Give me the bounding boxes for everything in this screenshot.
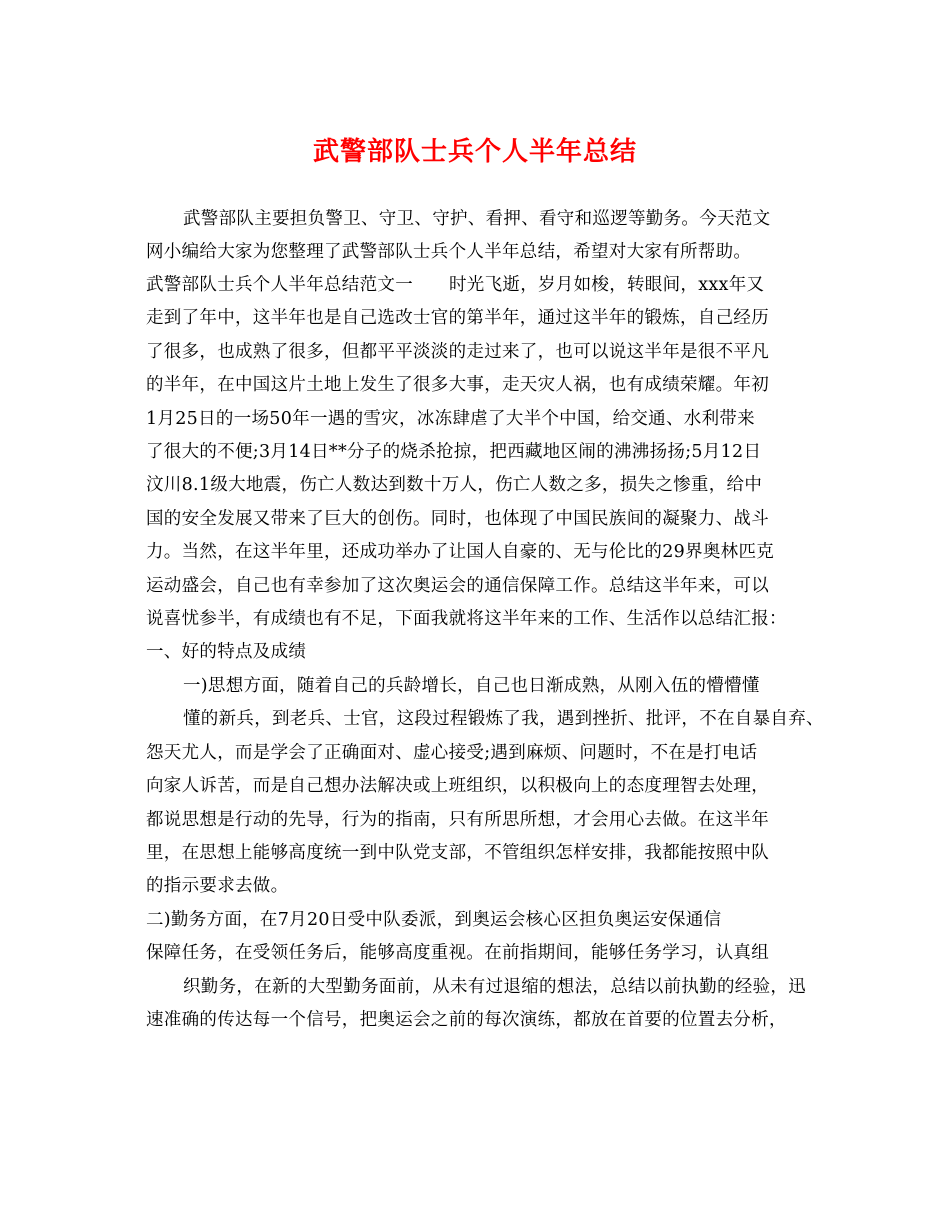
- paragraph-line: 都说思想是行动的先导，行为的指南，只有所思所想，才会用心去做。在这半年: [146, 810, 769, 830]
- paragraph-line: 力。当然，在这半年里，还成功举办了让国人自豪的、无与伦比的29界奥林匹克: [146, 542, 775, 562]
- paragraph-line: 懂的新兵，到老兵、士官，这段过程锻炼了我，遇到挫折、批评，不在自暴自弃、: [183, 709, 824, 729]
- paragraph-line: 的半年，在中国这片土地上发生了很多大事，走天灾人祸，也有成绩荣耀。年初: [146, 375, 769, 395]
- paragraph-line: 向家人诉苦，而是自己想办法解决或上班组织，以积极向上的态度理智去处理，: [146, 776, 769, 796]
- paragraph-line: 保障任务，在受领任务后，能够高度重视。在前指期间，能够任务学习，认真组: [146, 943, 769, 963]
- paragraph-text: 时光飞逝，岁月如梭，转眼间，xxx年又: [449, 275, 765, 295]
- paragraph-line: 国的安全发展又带来了巨大的创伤。同时，也体现了中国民族间的凝聚力、战斗: [146, 509, 769, 529]
- paragraph-line: 了很大的不便;3月14日**分子的烧杀抢掠，把西藏地区闹的沸沸扬扬;5月12日: [146, 442, 762, 462]
- paragraph-line: 了很多，也成熟了很多，但都平平淡淡的走过来了，也可以说这半年是很不平凡: [146, 342, 769, 362]
- document-title: 武警部队士兵个人半年总结: [312, 137, 637, 167]
- paragraph-line: 速准确的传达每一个信号，把奥运会之前的每次演练，都放在首要的位置去分析，: [146, 1010, 787, 1030]
- paragraph-line: [146, 269, 764, 301]
- paragraph-line: 怨天尤人，而是学会了正确面对、虚心接受;遇到麻烦、问题时，不在是打电话: [146, 743, 758, 763]
- subtitle-text: 武警部队士兵个人半年总结范文一: [146, 275, 413, 295]
- paragraph-line: 汶川8.1级大地震，伤亡人数达到数十万人，伤亡人数之多，损失之惨重，给中: [146, 475, 763, 495]
- paragraph-line: 网小编给大家为您整理了武警部队士兵个人半年总结，希望对大家有所帮助。: [146, 242, 752, 262]
- paragraph-line: 织勤务，在新的大型勤务面前，从未有过退缩的想法，总结以前执勤的经验，迅: [183, 977, 806, 997]
- paragraph-line: 说喜忧参半，有成绩也有不足，下面我就将这半年来的工作、生活作以总结汇报：: [146, 609, 787, 629]
- paragraph-line: 运动盛会，自己也有幸参加了这次奥运会的通信保障工作。总结这半年来，可以: [146, 576, 769, 596]
- paragraph-line: 一、好的特点及成绩: [146, 642, 307, 662]
- paragraph-line: 走到了年中，这半年也是自己选改士官的第半年，通过这半年的锻炼，自己经历: [146, 308, 769, 328]
- paragraph-line: 武警部队主要担负警卫、守卫、守护、看押、看守和巡逻等勤务。今天范文: [183, 209, 771, 229]
- paragraph-line: 二)勤务方面，在7月20日受中队委派，到奥运会核心区担负奥运安保通信: [146, 910, 722, 930]
- paragraph-line: 1月25日的一场50年一遇的雪灾，冰冻肆虐了大半个中国，给交通、水利带来: [146, 409, 755, 429]
- section-heading: 一)思想方面，随着自己的兵龄增长，自己也日渐成熟，从刚入伍的懵懵懂: [183, 676, 760, 696]
- paragraph-line: 的指示要求去做。: [146, 876, 289, 896]
- paragraph-line: 里，在思想上能够高度统一到中队党支部，不管组织怎样安排，我都能按照中队: [146, 843, 769, 863]
